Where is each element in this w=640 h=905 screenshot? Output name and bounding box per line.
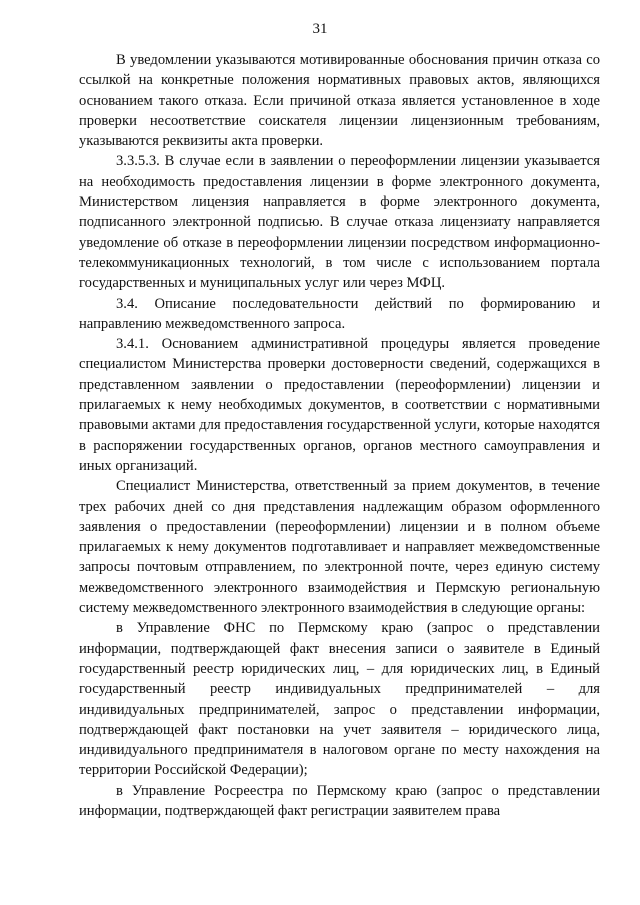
paragraph-specialist: Специалист Министерства, ответственный за прием документов, в течение трех рабочих дней со дня представления надлежащим образом оформленного заявления о предоставлении (переоформлении) лицензии и в полном объеме прилагаемых к нему документов подготавливает и направляет межведомственные запросы почтовым отправлением, по электронной почте, через единую систему межведомственного электронного взаимодействия и Пермскую региональную систему межведомственного электронного взаимодействия в следующие органы:: [79, 478, 600, 617]
paragraph-rosreestr-request: в Управление Росреестра по Пермскому краю (запрос о представлении информации, подтверждающей факт регистрации заявителем права: [79, 782, 600, 819]
page-number: 31: [312, 21, 328, 37]
paragraph-3-4-1: 3.4.1. Основанием административной процедуры является проведение специалистом Министерства проверки достоверности сведений, содержащихся в представленном заявлении о предоставлении (переоформлении) лицензии и прилагаемых к нему необходимых документов, в соответствии с нормативными правовыми актами для предоставления государственной услуги, которые находятся в распоряжении государственных органов, органов местного самоуправления и иных организаций.: [79, 336, 600, 474]
paragraph-refusal-notice: В уведомлении указываются мотивированные обоснования причин отказа со ссылкой на конкретные положения нормативных правовых актов, являющихся основанием такого отказа. Если причиной отказа является установленное в ходе проверки несоответствие соискателя лицензии лицензионным требованиям, указываются реквизиты акта проверки.: [79, 52, 600, 150]
paragraph-3-4-heading: 3.4. Описание последовательности действий по формированию и направлению межведомственного запроса.: [79, 295, 600, 332]
document-body: [79, 50, 600, 821]
paragraph-3-3-5-3: 3.3.5.3. В случае если в заявлении о переоформлении лицензии указывается на необходимость предоставления лицензии в форме электронного документа, Министерством лицензия направляется в форме электронного документа, подписанного электронной подписью. В случае отказа лицензиату направляется уведомление об отказе в переоформлении лицензии посредством информационно-телекоммуникационных технологий, в том числе с использованием портала государственных и муниципальных услуг или через МФЦ.: [79, 153, 600, 292]
paragraph-fns-request: в Управление ФНС по Пермскому краю (запрос о представлении информации, подтверждающей факт внесения записи о заявителе в Единый государственный реестр юридических лиц, – для юридических лиц, в Единый государственный реестр индивидуальных предпринимателей – для индивидуальных предпринимателей, запрос о представлении информации, подтверждающей факт постановки на учет заявителя – юридического лица, индивидуального предпринимателя в налоговом органе по месту нахождения на территории Российской Федерации);: [79, 620, 600, 779]
